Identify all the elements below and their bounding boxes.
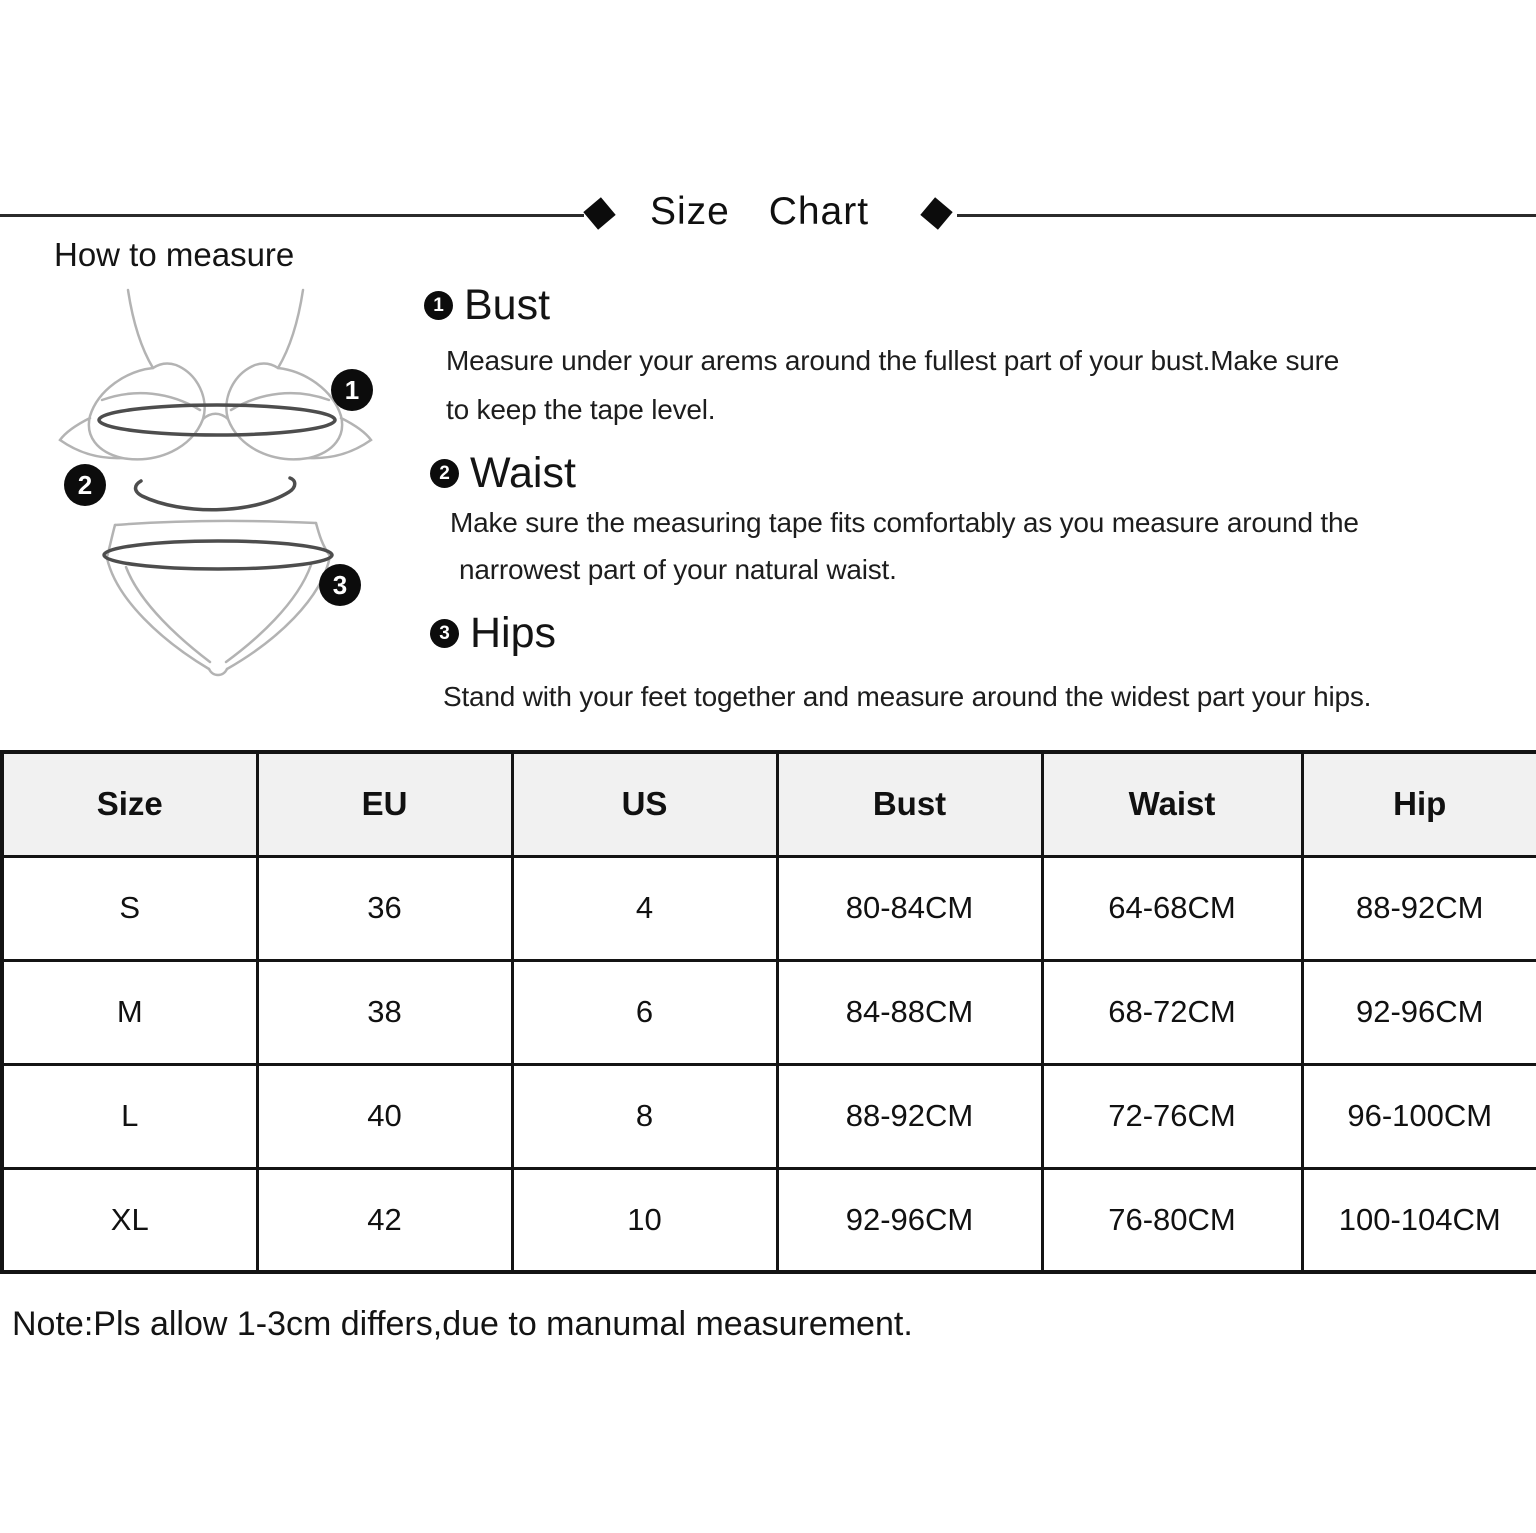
- waist-heading: [430, 449, 1359, 498]
- cell-us: 10: [512, 1168, 777, 1272]
- column-header-eu: EU: [257, 752, 512, 856]
- circled-1-icon: 1: [424, 291, 453, 320]
- cell-us: 4: [512, 856, 777, 960]
- diamond-icon: [920, 197, 952, 229]
- bust-description-line: to keep the tape level.: [446, 394, 716, 425]
- cell-hip: 92-96CM: [1302, 960, 1536, 1064]
- cell-eu: 36: [257, 856, 512, 960]
- cell-bust: 84-88CM: [777, 960, 1042, 1064]
- cell-size: S: [2, 856, 257, 960]
- hips-description: [443, 672, 1371, 721]
- cell-hip: 88-92CM: [1302, 856, 1536, 960]
- column-header-size: Size: [2, 752, 257, 856]
- cell-bust: 88-92CM: [777, 1064, 1042, 1168]
- title-rule-left: [0, 214, 584, 217]
- section-bust: [424, 281, 1339, 434]
- section-waist: [430, 449, 1359, 593]
- bust-description: [446, 336, 1339, 434]
- waist-tape-illustration: [136, 478, 295, 510]
- cell-eu: 40: [257, 1064, 512, 1168]
- cell-eu: 42: [257, 1168, 512, 1272]
- cell-size: M: [2, 960, 257, 1064]
- title-rule-right: [957, 214, 1536, 217]
- hips-description-line: Stand with your feet together and measure around the widest part your hips.: [443, 681, 1372, 712]
- table-row: [2, 856, 1536, 960]
- waist-badge-number: 2: [77, 470, 93, 500]
- measurement-note: Note:Pls allow 1-3cm differs,due to manumal measurement.: [12, 1305, 913, 1343]
- waist-heading-label: Waist: [470, 449, 576, 497]
- bust-heading-label: Bust: [464, 281, 551, 329]
- cell-size: XL: [2, 1168, 257, 1272]
- cell-hip: 100-104CM: [1302, 1168, 1536, 1272]
- column-header-bust: Bust: [777, 752, 1042, 856]
- cell-us: 6: [512, 960, 777, 1064]
- size-table: [0, 750, 1536, 1274]
- cell-bust: 92-96CM: [777, 1168, 1042, 1272]
- hip-badge-number: 3: [332, 570, 348, 600]
- cell-waist: 76-80CM: [1042, 1168, 1302, 1272]
- table-row: [2, 960, 1536, 1064]
- section-hips: [430, 609, 1371, 721]
- hip-tape-illustration: [104, 541, 332, 569]
- cell-size: L: [2, 1064, 257, 1168]
- bust-description-line: Measure under your arems around the fullest part of your bust.Make sure: [446, 345, 1340, 376]
- waist-description: [450, 499, 1359, 593]
- column-header-hip: Hip: [1302, 752, 1536, 856]
- table-header-row: [2, 752, 1536, 856]
- circled-3-icon: 3: [430, 619, 459, 648]
- bust-tape-illustration: [99, 405, 335, 435]
- cell-waist: 64-68CM: [1042, 856, 1302, 960]
- hips-heading: [430, 609, 1371, 658]
- hips-heading-label: Hips: [470, 609, 557, 657]
- cell-us: 8: [512, 1064, 777, 1168]
- measurement-illustration: [40, 268, 440, 698]
- bust-badge-number: 1: [344, 375, 360, 405]
- cell-hip: 96-100CM: [1302, 1064, 1536, 1168]
- column-header-us: US: [512, 752, 777, 856]
- cell-eu: 38: [257, 960, 512, 1064]
- table-row: [2, 1064, 1536, 1168]
- cell-waist: 68-72CM: [1042, 960, 1302, 1064]
- cell-bust: 80-84CM: [777, 856, 1042, 960]
- circled-2-icon: 2: [430, 459, 459, 488]
- bust-heading: [424, 281, 1339, 330]
- cell-waist: 72-76CM: [1042, 1064, 1302, 1168]
- waist-description-line: narrowest part of your natural waist.: [459, 554, 897, 585]
- page-title: Size Chart: [650, 190, 870, 233]
- waist-description-line: Make sure the measuring tape fits comfortably as you measure around the: [450, 507, 1359, 538]
- how-to-measure-label: How to measure: [54, 236, 295, 273]
- table-row: [2, 1168, 1536, 1272]
- diamond-icon: [583, 197, 615, 229]
- column-header-waist: Waist: [1042, 752, 1302, 856]
